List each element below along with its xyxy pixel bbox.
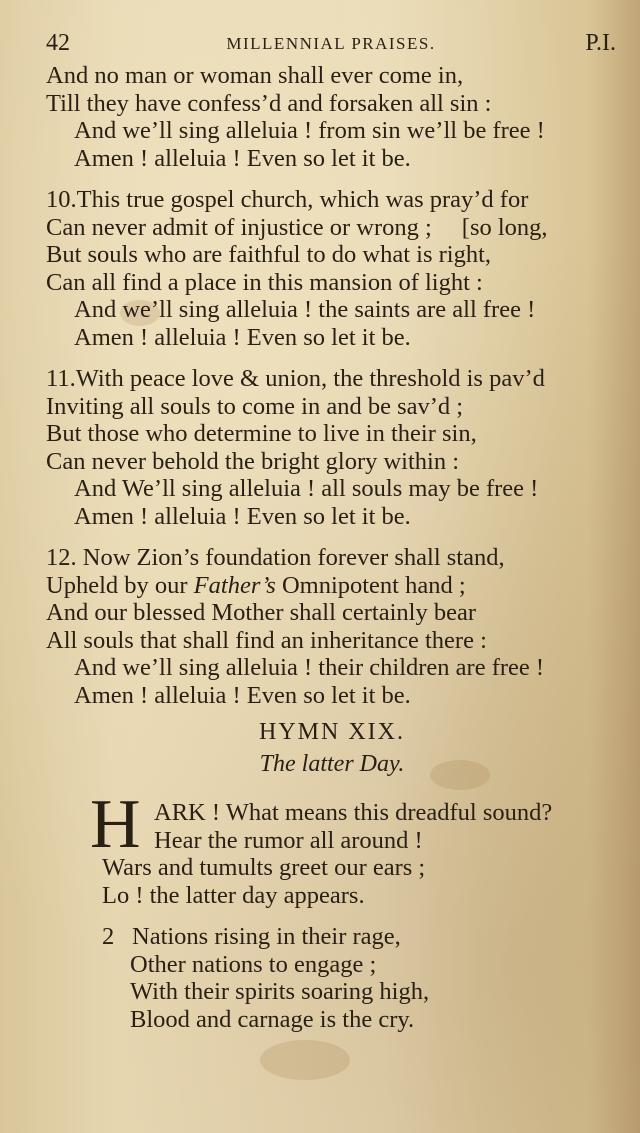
verse-line: Can all find a place in this mansion of light : xyxy=(46,268,483,296)
verse-text: With peace love & union, the threshold is pav’d xyxy=(75,365,545,392)
stanza-number: 11. xyxy=(46,365,76,392)
stanza-gap xyxy=(46,530,618,544)
verse-line: With their spirits soaring high, xyxy=(130,978,430,1005)
hymn-title: HYMN XIX. xyxy=(259,719,405,745)
chorus-line: Amen ! alleluia ! Even so let it be. xyxy=(74,144,411,172)
verse-line xyxy=(46,572,618,600)
verse-number: 2 xyxy=(102,923,115,950)
hymn-verse-1 xyxy=(46,786,618,909)
verse-line: Blood and carnage is the cry. xyxy=(130,1005,415,1033)
stanza-12 xyxy=(46,544,618,709)
drop-cap: H xyxy=(90,786,141,863)
verse-text: This true gospel church, which was pray’d for xyxy=(76,186,529,213)
chorus-line: And we’ll sing alleluia ! from sin we’ll be free ! xyxy=(74,117,545,144)
paper-stain xyxy=(260,1040,350,1080)
page-header xyxy=(46,30,616,56)
verse-line: All souls that shall find an inheritance there : xyxy=(46,626,487,654)
stanza-9 xyxy=(46,62,618,172)
verse-text: Upheld by our xyxy=(46,571,194,599)
verse-line: ARK ! What means this dreadful sound? xyxy=(154,799,553,826)
stanza-gap xyxy=(46,351,618,365)
hymn-subtitle: The latter Day. xyxy=(259,751,405,777)
stanza-11 xyxy=(46,365,618,530)
chorus-line: And we’ll sing alleluia ! the saints are all free ! xyxy=(74,296,536,323)
verse-line: Hear the rumor all around ! xyxy=(154,826,423,854)
verse-line: Till they have confess’d and forsaken all sin : xyxy=(46,89,492,117)
verse-line xyxy=(46,365,618,393)
verse-line: Inviting all souls to come in and be sav’d ; xyxy=(46,392,464,420)
verse-line: Lo ! the latter day appears. xyxy=(102,881,365,909)
verse-line: Can never behold the bright glory within : xyxy=(46,447,460,475)
chorus-line: And we’ll sing alleluia ! their children are free ! xyxy=(74,654,545,681)
verse-line: But souls who are faithful to do what is right, xyxy=(46,241,492,268)
running-title: MILLENNIAL PRAISES. xyxy=(226,34,436,53)
chorus-line: Amen ! alleluia ! Even so let it be. xyxy=(74,681,411,709)
verse-text: Nations rising in their rage, xyxy=(132,923,401,950)
chorus-line: Amen ! alleluia ! Even so let it be. xyxy=(74,502,411,530)
stanza-number: 12. xyxy=(46,544,77,571)
stanza-gap xyxy=(46,909,618,923)
verse-line: Other nations to engage ; xyxy=(130,950,377,978)
verse-line: And our blessed Mother shall certainly bear xyxy=(46,599,476,626)
verse-line xyxy=(46,186,618,214)
chorus-line: Amen ! alleluia ! Even so let it be. xyxy=(74,323,411,351)
stanza-gap xyxy=(46,172,618,186)
verse-text: Now Zion’s foundation forever shall stand, xyxy=(82,544,505,571)
verse-line: But those who determine to live in their sin, xyxy=(46,420,477,447)
hymn-verse-2 xyxy=(46,923,618,1033)
part-label: P.I. xyxy=(585,30,616,56)
overflow-text: [so long, xyxy=(461,213,548,241)
stanza-10 xyxy=(46,186,618,351)
page-number: 42 xyxy=(46,30,70,56)
verse-text: Can never admit of injustice or wrong ; xyxy=(46,213,432,241)
italic-word: Father’s xyxy=(193,571,276,599)
verse-line: Wars and tumults greet our ears ; xyxy=(102,854,426,881)
stanza-number: 10. xyxy=(46,186,77,213)
verse-line xyxy=(46,214,618,242)
verse-line: And no man or woman shall ever come in, xyxy=(46,62,464,89)
verse-text: Omnipotent hand ; xyxy=(275,571,466,599)
verse-line xyxy=(46,544,618,572)
page-body xyxy=(46,62,618,1033)
verse-line xyxy=(46,923,618,951)
chorus-line: And We’ll sing alleluia ! all souls may be free ! xyxy=(74,475,539,502)
